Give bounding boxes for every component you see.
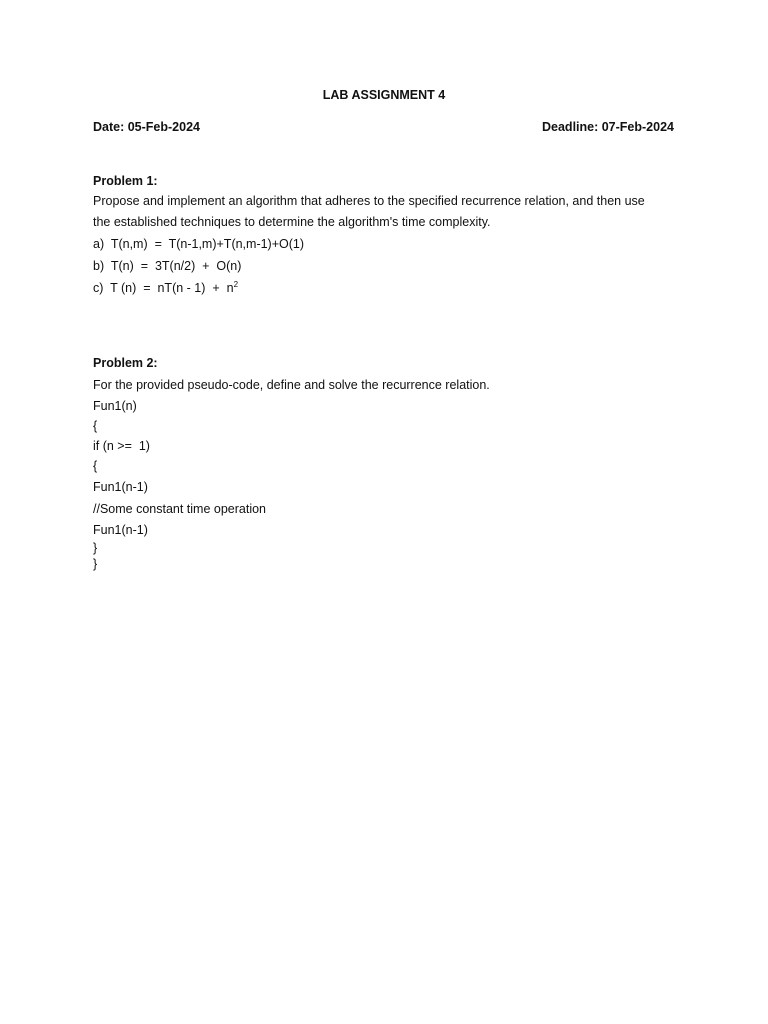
code-line: if (n >= 1) (93, 439, 150, 453)
document-title: LAB ASSIGNMENT 4 (322, 88, 446, 102)
problem-1-section (93, 171, 683, 299)
deadline-label: Deadline: 07-Feb-2024 (542, 120, 674, 134)
problem-1-description-line-2: the established techniques to determine the algorithm's time complexity. (93, 215, 491, 229)
problem-1-heading: Problem 1: (93, 174, 158, 188)
problem-1-description-line-1: Propose and implement an algorithm that adheres to the specified recurrence relation, and then use (93, 194, 645, 208)
code-line: } (93, 557, 98, 571)
date-row (93, 120, 674, 134)
code-line: Fun1(n) (93, 399, 137, 413)
recurrence-item-c-exponent: 2 (233, 279, 239, 289)
date-label: Date: 05-Feb-2024 (93, 120, 200, 134)
code-line: Fun1(n-1) (93, 480, 148, 494)
recurrence-item-b: b) T(n) = 3T(n/2) + O(n) (93, 259, 242, 273)
recurrence-item-c-text: c) T (n) = nT(n - 1) + n (93, 281, 234, 295)
problem-2-section (93, 352, 683, 572)
code-line: } (93, 541, 98, 555)
code-line: { (93, 459, 98, 473)
problem-2-description: For the provided pseudo-code, define and solve the recurrence relation. (93, 378, 490, 392)
recurrence-item-c (93, 277, 683, 299)
code-line: //Some constant time operation (93, 502, 267, 516)
code-line: Fun1(n-1) (93, 523, 148, 537)
code-line: { (93, 419, 98, 433)
problem-2-heading: Problem 2: (93, 356, 158, 370)
recurrence-item-a: a) T(n,m) = T(n-1,m)+T(n,m-1)+O(1) (93, 237, 305, 251)
